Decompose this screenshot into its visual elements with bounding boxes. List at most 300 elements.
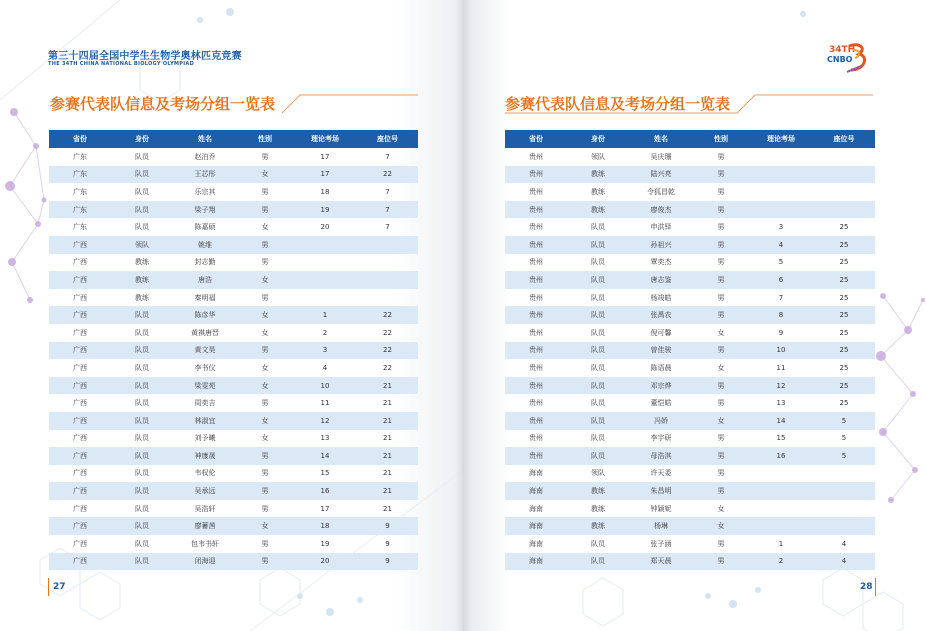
table-cell: 队员 [135, 152, 149, 161]
table-row [49, 447, 418, 465]
table-cell: 25 [839, 363, 849, 372]
table-row [505, 324, 875, 342]
table-cell: 7 [385, 152, 390, 161]
table-cell: 廖蓄茜 [173, 517, 237, 535]
table-cell: 21 [357, 482, 418, 500]
table-cell: 25 [813, 377, 875, 395]
table-row [505, 183, 875, 201]
table-cell: 黄祺唐晋 [191, 328, 219, 337]
table-cell: 母浩淇 [629, 447, 693, 465]
table-cell: 男 [237, 236, 293, 254]
page-title-left: 参赛代表队信息及考场分组一览表 [50, 95, 276, 113]
table-row [505, 430, 875, 448]
table-cell: 男 [717, 539, 725, 548]
table-cell: 秦明福 [194, 293, 216, 302]
table-cell: 海南 [505, 553, 567, 571]
table-row [505, 289, 875, 307]
column-header: 省份 [505, 130, 567, 148]
table-cell: 男 [717, 399, 725, 408]
table-row [49, 201, 418, 219]
table-cell: 男 [693, 236, 749, 254]
table-cell: 10 [749, 342, 813, 360]
table-cell: 海南 [505, 517, 567, 535]
table-cell: 2 [322, 328, 328, 337]
table-cell: 男 [717, 258, 725, 267]
table-cell: 5 [778, 258, 784, 267]
table-row [505, 553, 875, 571]
table-cell: 11 [776, 363, 786, 372]
table-cell: 倪可馨 [650, 328, 672, 337]
table-cell [293, 254, 357, 272]
table-cell: 男 [693, 342, 749, 360]
table-cell: 队员 [135, 363, 149, 372]
table-cell: 队员 [567, 342, 629, 360]
table-cell: 董恺皓 [650, 399, 672, 408]
table-row [505, 447, 875, 465]
table-cell: 3 [778, 223, 784, 232]
olympiad-title-cn: 第三十四届全国中学生生物学奥林匹克竞赛 [48, 51, 242, 62]
table-cell: 包韦书轩 [191, 539, 219, 548]
table-cell: 吴庆珊 [650, 152, 672, 161]
table-cell [813, 517, 875, 535]
table-cell: 队员 [567, 553, 629, 571]
table-cell: 男 [693, 377, 749, 395]
table-cell: 队员 [135, 328, 149, 337]
table-cell: 女 [261, 328, 269, 337]
table-cell: 广西 [49, 271, 111, 289]
table-row [505, 517, 875, 535]
table-cell [749, 500, 813, 518]
table-cell: 广西 [49, 553, 111, 571]
table-cell: 男 [237, 553, 293, 571]
table-row [505, 342, 875, 360]
table-cell: 贵州 [505, 447, 567, 465]
table-cell: 女 [717, 504, 725, 513]
table-cell: 吴承远 [173, 482, 237, 500]
table-cell: 21 [383, 504, 392, 513]
table-cell: 冯娇 [629, 412, 693, 430]
logo-number: 34TH [829, 45, 856, 55]
table-cell: 周奕吉 [194, 399, 216, 408]
table-cell: 22 [357, 342, 418, 360]
table-cell: 闭海迎 [173, 553, 237, 571]
table-cell: 唐志鉴 [629, 271, 693, 289]
table-cell: 神康晟 [173, 447, 237, 465]
table-row [505, 166, 875, 184]
table-cell: 贵州 [505, 271, 567, 289]
table-row [49, 236, 418, 254]
column-header: 姓名 [629, 130, 693, 148]
table-cell: 李书仪 [194, 363, 216, 372]
table-cell: 17 [293, 166, 357, 184]
column-header: 性别 [237, 130, 293, 148]
table-cell: 广东 [73, 223, 87, 232]
table-row [49, 324, 418, 342]
table-cell: 19 [293, 201, 357, 219]
table-cell [813, 482, 875, 500]
table-row [505, 377, 875, 395]
table-cell: 4 [322, 363, 328, 372]
table-cell: 队员 [567, 377, 629, 395]
table-cell: 广西 [73, 258, 87, 267]
table-cell: 陈语晨 [650, 363, 672, 372]
table-cell: 25 [813, 342, 875, 360]
table-cell: 杨竣皓 [650, 293, 672, 302]
table-row [505, 218, 875, 236]
table-cell: 姚维 [173, 236, 237, 254]
table-cell: 广西 [49, 377, 111, 395]
table-cell [749, 517, 813, 535]
table-cell: 朱昌明 [629, 482, 693, 500]
table-cell: 6 [749, 271, 813, 289]
table-cell: 贵州 [529, 187, 543, 196]
table-cell: 吴浩轩 [194, 504, 216, 513]
table-cell: 唐浩 [173, 271, 237, 289]
table-cell: 男 [237, 342, 293, 360]
table-cell: 女 [693, 517, 749, 535]
table-cell: 覃奕杰 [650, 258, 672, 267]
table-cell [749, 148, 813, 166]
table-cell: 20 [320, 223, 330, 232]
table-row [505, 254, 875, 272]
table-cell: 刘予曦 [194, 434, 216, 443]
table-cell: 15 [320, 469, 330, 478]
table-cell: 张子涵 [650, 539, 672, 548]
table-cell: 22 [383, 328, 392, 337]
table-header-row [49, 130, 418, 148]
table-row [49, 306, 418, 324]
table-cell: 队员 [591, 258, 605, 267]
table-cell: 男 [261, 187, 269, 196]
table-cell: 教练 [567, 166, 629, 184]
table-cell: 14 [749, 412, 813, 430]
table-cell: 22 [357, 306, 418, 324]
table-cell [749, 465, 813, 483]
table-cell: 25 [839, 258, 849, 267]
table-cell: 男 [693, 553, 749, 571]
table-cell: 18 [293, 517, 357, 535]
table-cell: 男 [717, 293, 725, 302]
table-cell: 7 [385, 187, 390, 196]
right-page [463, 0, 926, 631]
table-row [49, 289, 418, 307]
table-cell: 广东 [73, 187, 87, 196]
table-cell [357, 236, 418, 254]
table-cell: 海南 [529, 504, 543, 513]
table-cell [813, 465, 875, 483]
table-cell: 韦权伦 [194, 469, 216, 478]
table-cell: 男 [261, 293, 269, 302]
table-cell: 女 [693, 412, 749, 430]
table-cell: 张禹农 [629, 306, 693, 324]
table-row [49, 271, 418, 289]
table-cell: 17 [320, 504, 330, 513]
table-cell: 海南 [529, 469, 543, 478]
table-row [49, 148, 418, 166]
table-cell: 黄文昊 [173, 342, 237, 360]
table-cell: 队员 [591, 399, 605, 408]
table-row [505, 271, 875, 289]
table-cell: 队员 [567, 306, 629, 324]
table-cell: 贵州 [505, 166, 567, 184]
table-cell: 4 [841, 539, 847, 548]
column-header: 身份 [111, 130, 173, 148]
table-cell: 12 [293, 412, 357, 430]
table-row [505, 535, 875, 553]
table-cell: 队员 [111, 517, 173, 535]
table-row [49, 377, 418, 395]
table-cell: 4 [749, 236, 813, 254]
table-cell: 22 [357, 166, 418, 184]
table-cell: 队员 [567, 447, 629, 465]
column-header: 性别 [693, 130, 749, 148]
table-cell: 9 [357, 517, 418, 535]
table-row [505, 394, 875, 412]
table-cell: 队员 [135, 539, 149, 548]
column-header: 理论考场 [749, 130, 813, 148]
table-cell: 男 [717, 223, 725, 232]
table-row [505, 236, 875, 254]
table-row [505, 359, 875, 377]
table-cell: 广西 [73, 399, 87, 408]
table-cell [813, 183, 875, 201]
table-cell: 陈彦华 [173, 306, 237, 324]
table-row [49, 254, 418, 272]
table-cell: 领队 [591, 469, 605, 478]
page-number-bar-right [875, 578, 876, 596]
column-header: 理论考场 [293, 130, 357, 148]
table-cell: 1 [293, 306, 357, 324]
table-cell: 16 [749, 447, 813, 465]
table-cell: 王芯彤 [173, 166, 237, 184]
table-cell: 男 [261, 539, 269, 548]
table-cell: 21 [357, 377, 418, 395]
table-cell: 廖俊杰 [629, 201, 693, 219]
table-cell: 25 [839, 293, 849, 302]
table-cell: 女 [261, 363, 269, 372]
table-cell: 男 [693, 166, 749, 184]
table-cell: 21 [357, 412, 418, 430]
table-cell: 女 [717, 363, 725, 372]
table-cell: 队员 [135, 434, 149, 443]
logo-mark-icon [845, 40, 871, 76]
table-cell: 10 [293, 377, 357, 395]
table-cell: 13 [320, 434, 330, 443]
table-cell: 队员 [135, 469, 149, 478]
table-cell: 7 [778, 293, 784, 302]
table-cell: 13 [776, 399, 786, 408]
table-cell: 男 [261, 399, 269, 408]
table-cell: 男 [693, 447, 749, 465]
table-cell: 队员 [111, 166, 173, 184]
table-cell: 队员 [111, 447, 173, 465]
table-cell: 队员 [111, 201, 173, 219]
column-header: 身份 [567, 130, 629, 148]
table-cell: 贵州 [529, 258, 543, 267]
table-row [505, 500, 875, 518]
table-cell: 杨琳 [629, 517, 693, 535]
table-cell: 广西 [73, 504, 87, 513]
table-cell: 广西 [49, 412, 111, 430]
table-row [49, 500, 418, 518]
table-cell [293, 271, 357, 289]
table-row [505, 201, 875, 219]
table-cell: 5 [813, 447, 875, 465]
table-cell: 11 [320, 399, 330, 408]
table-cell: 22 [383, 363, 392, 372]
table-cell: 教练 [591, 504, 605, 513]
table-cell: 贵州 [505, 236, 567, 254]
table-cell: 男 [693, 482, 749, 500]
table-cell: 队员 [591, 223, 605, 232]
table-cell: 队员 [591, 434, 605, 443]
table-cell: 广西 [73, 539, 87, 548]
table-cell: 广西 [49, 342, 111, 360]
table-cell: 18 [320, 187, 330, 196]
table-cell: 海南 [505, 482, 567, 500]
table-cell: 女 [237, 412, 293, 430]
table-cell: 男 [261, 258, 269, 267]
table-cell: 曾佳骏 [629, 342, 693, 360]
table-cell: 孙祖兴 [629, 236, 693, 254]
table-cell: 贵州 [529, 328, 543, 337]
column-header: 姓名 [173, 130, 237, 148]
table-cell: 3 [293, 342, 357, 360]
table-cell: 男 [717, 152, 725, 161]
table-cell: 广西 [73, 293, 87, 302]
table-cell: 封志勤 [194, 258, 216, 267]
table-cell: 贵州 [529, 434, 543, 443]
column-header: 座位号 [357, 130, 418, 148]
table-row [505, 482, 875, 500]
table-cell: 广西 [49, 306, 111, 324]
table-row [49, 465, 418, 483]
table-cell: 4 [813, 553, 875, 571]
table-cell: 邓宗烨 [629, 377, 693, 395]
table-cell: 21 [383, 434, 392, 443]
table-cell: 女 [237, 306, 293, 324]
table-row [49, 183, 418, 201]
table-cell: 贵州 [505, 412, 567, 430]
table-cell: 林淑宜 [173, 412, 237, 430]
table-cell: 25 [813, 236, 875, 254]
table-cell: 广西 [73, 434, 87, 443]
table-cell: 25 [839, 223, 849, 232]
table-cell: 队员 [111, 553, 173, 571]
table-cell: 队员 [111, 412, 173, 430]
table-cell: 25 [839, 328, 849, 337]
table-cell: 队员 [111, 377, 173, 395]
table-cell: 教练 [135, 258, 149, 267]
table-cell: 贵州 [529, 223, 543, 232]
table-row [49, 342, 418, 360]
table-cell: 广西 [73, 328, 87, 337]
table-row [505, 148, 875, 166]
table-cell: 贵州 [529, 399, 543, 408]
table-cell: 贵州 [505, 201, 567, 219]
table-cell [813, 500, 875, 518]
table-cell: 教练 [567, 482, 629, 500]
team-table-left [49, 130, 418, 570]
table-cell: 5 [841, 434, 847, 443]
table-cell: 申洪铎 [650, 223, 672, 232]
table-cell: 广西 [49, 236, 111, 254]
table-cell: 17 [320, 152, 330, 161]
table-cell: 队员 [591, 328, 605, 337]
table-cell: 女 [237, 377, 293, 395]
table-row [505, 465, 875, 483]
table-row [49, 553, 418, 571]
table-cell: 21 [383, 399, 392, 408]
table-cell: 教练 [591, 187, 605, 196]
table-cell: 陆兴亮 [629, 166, 693, 184]
table-cell: 队员 [567, 236, 629, 254]
table-cell: 梁子翔 [173, 201, 237, 219]
table-cell: 贵州 [505, 342, 567, 360]
table-cell [813, 166, 875, 184]
table-cell: 领队 [591, 152, 605, 161]
table-cell: 广西 [49, 517, 111, 535]
book-spine-shadow [455, 0, 471, 631]
table-cell: 14 [293, 447, 357, 465]
table-row [505, 306, 875, 324]
table-cell: 25 [839, 399, 849, 408]
table-cell: 李宇研 [650, 434, 672, 443]
page-number-right: 28 [860, 582, 873, 592]
table-cell: 队员 [135, 187, 149, 196]
table-cell: 女 [237, 517, 293, 535]
table-cell: 海南 [529, 539, 543, 548]
table-cell: 12 [749, 377, 813, 395]
table-cell: 女 [261, 434, 269, 443]
table-cell: 队员 [111, 342, 173, 360]
page-number-left: 27 [53, 582, 66, 592]
table-cell: 20 [293, 553, 357, 571]
team-table-right [505, 130, 875, 570]
table-cell [293, 289, 357, 307]
table-cell: 教练 [567, 201, 629, 219]
table-cell: 男 [237, 447, 293, 465]
table-cell: 广东 [49, 166, 111, 184]
table-cell: 队员 [111, 482, 173, 500]
olympiad-title-en: THE 34TH CHINA NATIONAL BIOLOGY OLYMPIAD [48, 61, 195, 67]
table-cell: 男 [261, 504, 269, 513]
table-row [49, 166, 418, 184]
table-cell: 教练 [567, 517, 629, 535]
table-cell: 贵州 [505, 377, 567, 395]
table-cell: 5 [813, 412, 875, 430]
table-cell [749, 482, 813, 500]
table-cell: 女 [717, 328, 725, 337]
table-cell: 男 [261, 469, 269, 478]
table-cell: 2 [749, 553, 813, 571]
table-cell: 钟颖妮 [650, 504, 672, 513]
table-cell: 1 [778, 539, 784, 548]
table-cell: 男 [261, 152, 269, 161]
page-title-right: 参赛代表队信息及考场分组一览表 [505, 95, 731, 113]
table-cell: 男 [717, 469, 725, 478]
table-cell: 队员 [111, 306, 173, 324]
logo-text: CNBO [827, 55, 853, 64]
table-row [49, 482, 418, 500]
table-cell: 许天委 [650, 469, 672, 478]
table-cell: 广西 [49, 447, 111, 465]
table-cell: 郑天晨 [629, 553, 693, 571]
table-cell: 9 [385, 539, 390, 548]
table-cell [813, 148, 875, 166]
table-cell: 广西 [73, 363, 87, 372]
table-cell: 队员 [135, 399, 149, 408]
